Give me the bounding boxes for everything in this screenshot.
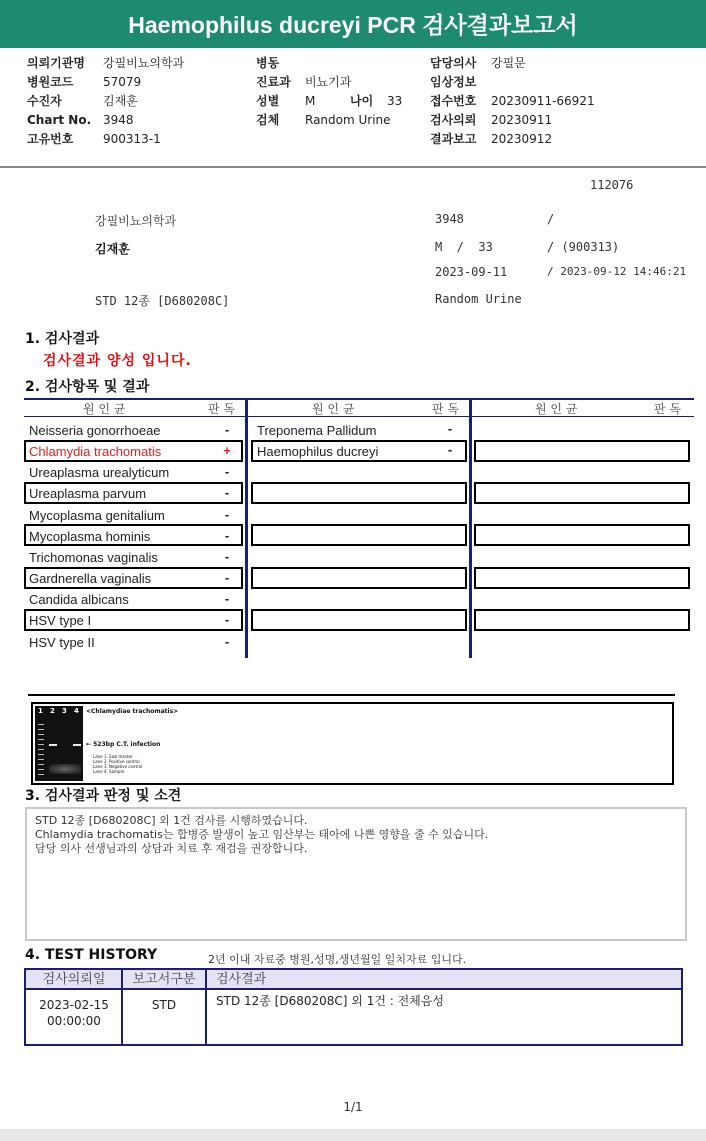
gel-legend-item: Lane 1. Size marker [93, 754, 133, 759]
label-code: 112076 [590, 178, 634, 192]
chart-no-key: Chart No. [27, 113, 92, 127]
header-col1-values [103, 54, 184, 149]
col3-result-header: 판 독 [654, 402, 681, 416]
gel-title: <Chlamydiae trachomatis> [86, 708, 179, 715]
header-col3-values [491, 54, 595, 149]
pathogen-name-positive: Chlamydia trachomatis [29, 444, 162, 459]
gel-legend-item: Lane 3. Negative control [93, 764, 143, 769]
positive-message: 검사결과 양성 입니다. [43, 353, 192, 369]
clinic-value: 강필비뇨의학과 [103, 56, 185, 70]
unique-no-key: 고유번호 [27, 132, 74, 146]
specimen-key: 검체 [256, 113, 280, 127]
label-sex-age: M / 33 [435, 240, 493, 254]
pathogen-name: Ureaplasma urealyticum [29, 465, 170, 480]
section3-title: 3. 검사결과 판정 및 소견 [25, 788, 182, 804]
gel-band-label: ← 523bp C.T. infection [86, 741, 161, 748]
request-date-key: 검사의뢰 [430, 113, 477, 127]
pathogen-result: - [224, 507, 230, 522]
page-number: 1/1 [343, 1100, 363, 1114]
report-date-value: 20230912 [491, 132, 553, 146]
header-col2 [256, 54, 291, 130]
pathogen-name: Gardnerella vaginalis [29, 571, 152, 586]
pathogen-result: - [224, 485, 230, 500]
label-date1: 2023-09-11 [435, 265, 508, 279]
label-date2: / 2023-09-12 14:46:21 [547, 265, 687, 278]
table-divider-2 [469, 398, 472, 658]
history-note: 2년 이내 자료중 병원,성명,생년월일 일치자료 입니다. [208, 953, 467, 966]
gel-band [73, 744, 81, 746]
age-key: 나이 [350, 94, 374, 108]
section1-title: 1. 검사결과 [25, 331, 100, 347]
row-box [251, 482, 467, 504]
row-box [474, 482, 690, 504]
section2-title: 2. 검사항목 및 결과 [25, 379, 150, 395]
gel-smear [49, 764, 81, 774]
header-col3 [430, 54, 476, 149]
pathogen-result: - [224, 570, 230, 585]
label-name: 김재훈 [95, 242, 130, 256]
lane-number: 2 [50, 707, 55, 715]
history-header-type: 보고서구분 [122, 970, 206, 990]
gel-legend [93, 754, 142, 774]
history-time: 00:00:00 [47, 1014, 101, 1028]
finding-line: 담당 의사 선생님과의 상담과 치료 후 재검을 권장합니다. [35, 842, 308, 855]
gel-legend-item: Lane 2. Positive control [93, 759, 140, 764]
pathogen-name: Trichomonas vaginalis [29, 550, 158, 565]
row-box [251, 609, 467, 631]
doctor-value: 강필문 [491, 56, 526, 70]
gel-band-text: 523bp C.T. infection [93, 741, 161, 748]
footer-bar [0, 1129, 706, 1141]
hospital-code-value: 57079 [103, 75, 142, 89]
request-date-value: 20230911 [491, 113, 553, 127]
patient-key: 수진자 [27, 94, 62, 108]
sex-key: 성별 [256, 94, 280, 108]
pathogen-result: - [224, 634, 230, 649]
pathogen-result: - [224, 591, 230, 606]
pathogen-result: - [224, 549, 230, 564]
label-test: STD 12종 [D680208C] [95, 294, 230, 308]
history-date: 2023-02-15 [39, 998, 109, 1012]
department-value: 비뇨기과 [305, 75, 352, 89]
size-marker-lane [38, 720, 44, 775]
chart-no-value: 3948 [103, 113, 134, 127]
hospital-code-key: 병원코드 [27, 75, 74, 89]
report-date-key: 결과보고 [430, 132, 477, 146]
history-header-result: 검사결과 [206, 970, 681, 990]
label-clinic: 강필비뇨의학과 [95, 214, 177, 228]
history-type: STD [151, 998, 177, 1012]
header-divider [0, 166, 706, 168]
pathogen-name: Neisseria gonorrhoeae [29, 423, 161, 438]
col1-result-header: 판 독 [208, 402, 235, 416]
row-box [474, 609, 690, 631]
ward-value [305, 54, 391, 73]
pathogen-name: Haemophilus ducreyi [257, 444, 379, 459]
specimen-value: Random Urine [305, 113, 391, 127]
label-chart: 3948 [435, 212, 464, 226]
finding-line: STD 12종 [D680208C] 외 1건 검사를 시행하였습니다. [35, 814, 308, 827]
label-id-part: / (900313) [547, 240, 620, 254]
col3-pathogen-header: 원 인 균 [535, 402, 578, 416]
section4-title: 4. TEST HISTORY [25, 947, 158, 963]
gel-band [49, 744, 57, 746]
unique-no-value: 900313-1 [103, 132, 161, 146]
clinic-key: 의뢰기관명 [27, 56, 85, 70]
row-box [474, 567, 690, 589]
gel-top-rule [28, 694, 675, 696]
pathogen-result: - [224, 612, 230, 627]
gel-legend-item: Lane 4. Sample [93, 769, 125, 774]
pathogen-name: Mycoplasma genitalium [29, 508, 165, 523]
pathogen-name: Candida albicans [29, 592, 129, 607]
lane-number: 4 [74, 707, 79, 715]
ward-key: 병동 [256, 56, 280, 70]
finding-line: Chlamydia trachomatis는 합병증 발생이 높고 임산부는 태아에 나쁜 영향을 줄 수 있습니다. [35, 828, 489, 841]
patient-value: 김재훈 [103, 94, 138, 108]
age-field [350, 92, 402, 111]
row-box [251, 567, 467, 589]
sex-value: M [305, 94, 316, 108]
label-slash: / [547, 212, 555, 226]
doctor-key: 담당의사 [430, 56, 477, 70]
row-box [474, 524, 690, 546]
history-result: STD 12종 [D680208C] 외 1건 : 전체음성 [216, 994, 444, 1008]
table-divider-1 [245, 398, 248, 658]
pathogen-name: Treponema Pallidum [257, 423, 377, 438]
lane-number: 3 [62, 707, 67, 715]
pathogen-result-positive: + [223, 443, 231, 458]
row-box [251, 524, 467, 546]
gel-image-panel [31, 702, 674, 785]
col1-pathogen-header: 원 인 균 [83, 402, 126, 416]
report-title: Haemophilus ducreyi PCR 검사결과보고서 [0, 0, 706, 48]
pathogen-name: HSV type II [29, 635, 95, 650]
pathogen-name: Mycoplasma hominis [29, 529, 151, 544]
history-header-date: 검사의뢰일 [26, 970, 122, 990]
clinical-info-key: 임상정보 [430, 75, 477, 89]
pathogen-name: HSV type I [29, 613, 92, 628]
clinical-info-value [491, 73, 595, 92]
department-key: 진료과 [256, 75, 291, 89]
col2-pathogen-header: 원 인 균 [312, 402, 355, 416]
findings-box [25, 807, 687, 941]
pathogen-result: - [224, 528, 230, 543]
col2-result-header: 판 독 [432, 402, 459, 416]
receipt-no-value: 20230911-66921 [491, 94, 595, 108]
pathogen-result: - [224, 464, 230, 479]
pathogen-result: - [447, 442, 453, 457]
lane-number: 1 [38, 707, 43, 715]
pathogen-result: - [224, 422, 230, 437]
label-specimen: Random Urine [435, 292, 522, 306]
receipt-no-key: 접수번호 [430, 94, 477, 108]
gel-photo [35, 706, 83, 781]
header-col1 [27, 54, 91, 149]
age-value: 33 [387, 94, 403, 108]
pathogen-name: Ureaplasma parvum [29, 486, 147, 501]
pathogen-result: - [447, 421, 453, 436]
history-table [24, 968, 683, 1046]
row-box [474, 440, 690, 462]
